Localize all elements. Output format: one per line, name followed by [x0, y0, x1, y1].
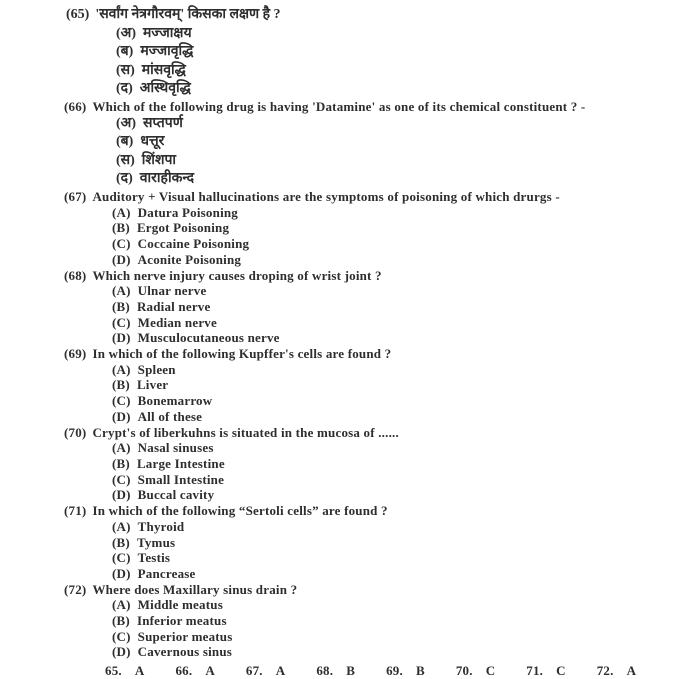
- option-text: धत्तूर: [140, 134, 165, 150]
- answer-number: 65.: [105, 663, 122, 679]
- option-label: (D): [112, 330, 131, 346]
- option-text: Ulnar nerve: [137, 283, 207, 299]
- option-line: [112, 550, 680, 566]
- question-line: [64, 425, 680, 441]
- question-block: [0, 268, 680, 347]
- option-label: (A): [112, 440, 131, 456]
- question-line: [64, 503, 680, 519]
- option-line: [112, 613, 680, 629]
- option-label: (द): [116, 81, 133, 97]
- option-line: [112, 629, 680, 645]
- option-text: वाराहीकन्द: [139, 171, 195, 187]
- option-text: Pancrease: [137, 565, 196, 581]
- option-label: (D): [112, 644, 131, 660]
- answer-letter: A: [205, 663, 215, 679]
- option-label: (A): [112, 361, 131, 377]
- option-label: (B): [112, 220, 130, 236]
- option-label: (C): [112, 628, 131, 644]
- option-text: सप्तपर्ण: [143, 115, 183, 131]
- option-line: [112, 535, 680, 551]
- option-line: [112, 377, 680, 393]
- question-block: [0, 189, 680, 268]
- question-text: Auditory + Visual hallucinations are the symptoms of poisoning of which drurgs -: [92, 189, 560, 205]
- option-text: Radial nerve: [136, 298, 211, 314]
- option-line: [112, 597, 680, 613]
- question-line: [64, 268, 680, 284]
- answer-number: 70.: [455, 663, 473, 679]
- answer-number: 66.: [175, 663, 193, 679]
- option-text: Bonemarrow: [137, 393, 213, 409]
- option-text: मांसवृद्धि: [141, 62, 186, 78]
- answer-key-row: [105, 663, 680, 679]
- option-label: (B): [112, 298, 130, 314]
- option-label: (D): [112, 408, 131, 424]
- option-text: मज्जावृद्धि: [140, 44, 194, 60]
- option-line: [112, 519, 680, 535]
- answer-letter: B: [415, 663, 425, 679]
- option-label: (स): [116, 62, 135, 78]
- option-text: Nasal sinuses: [137, 440, 214, 456]
- option-line: [116, 152, 680, 171]
- answer-letter: A: [275, 663, 286, 679]
- question-block: [0, 6, 680, 99]
- option-line: [116, 133, 680, 152]
- option-text: Tymus: [136, 534, 176, 550]
- question-line: [64, 99, 680, 115]
- option-label: (ब): [116, 134, 134, 150]
- question-block: [0, 503, 680, 582]
- option-label: (अ): [116, 115, 137, 131]
- option-line: [112, 362, 680, 378]
- question-block: [0, 425, 680, 504]
- option-label: (C): [112, 236, 131, 252]
- question-text: Which of the following drug is having 'Datamine' as one of its chemical constituent ? -: [92, 98, 586, 114]
- option-line: [116, 170, 680, 189]
- option-label: (स): [116, 152, 135, 168]
- option-line: [112, 252, 680, 268]
- question-text: Where does Maxillary sinus drain ?: [92, 581, 298, 597]
- answer-key-item: [175, 663, 214, 679]
- answer-letter: A: [626, 663, 637, 679]
- option-text: Middle meatus: [137, 597, 223, 613]
- option-line: [112, 205, 680, 221]
- question-text: 'सर्वांग नेत्रगौरवम्' किसका लक्षण है ?: [95, 7, 281, 22]
- answer-number: 71.: [526, 663, 544, 679]
- option-line: [112, 315, 680, 331]
- option-line: [116, 62, 680, 81]
- option-label: (D): [112, 565, 131, 581]
- question-text: In which of the following Kupffer's cells are found ?: [92, 346, 392, 362]
- option-text: Large Intestine: [136, 456, 225, 471]
- option-text: Musculocutaneous nerve: [137, 330, 280, 346]
- option-text: Median nerve: [137, 314, 217, 330]
- option-label: (B): [112, 456, 130, 471]
- answer-number: 72.: [596, 663, 614, 679]
- answer-key-item: [386, 663, 425, 679]
- question-line: [64, 346, 680, 362]
- option-line: [112, 283, 680, 299]
- option-line: [112, 236, 680, 252]
- question-block: [0, 99, 680, 189]
- option-text: Inferior meatus: [136, 613, 227, 629]
- option-label: (A): [112, 518, 131, 534]
- option-line: [116, 115, 680, 134]
- option-text: Small Intestine: [137, 471, 225, 487]
- option-text: Thyroid: [137, 518, 185, 534]
- answer-key-item: [456, 663, 495, 679]
- question-number: (65): [66, 7, 90, 22]
- option-text: मज्जाक्षय: [143, 25, 192, 41]
- option-label: (B): [112, 377, 130, 393]
- option-line: [112, 487, 680, 503]
- option-label: (अ): [116, 25, 137, 41]
- option-text: Coccaine Poisoning: [137, 236, 250, 252]
- option-line: [112, 393, 680, 409]
- option-line: [112, 220, 680, 236]
- option-label: (A): [112, 597, 131, 613]
- option-line: [112, 566, 680, 582]
- answer-number: 67.: [245, 663, 263, 679]
- question-text: Crypt's of liberkuhns is situated in the mucosa of ......: [92, 424, 399, 440]
- option-label: (B): [112, 534, 130, 550]
- option-text: Datura Poisoning: [137, 204, 239, 220]
- option-text: Superior meatus: [137, 628, 233, 644]
- option-label: (द): [116, 171, 133, 187]
- option-line: [116, 43, 680, 62]
- answer-number: 69.: [386, 663, 403, 679]
- question-number: (66): [64, 98, 87, 114]
- option-text: Aconite Poisoning: [137, 251, 242, 267]
- option-line: [112, 299, 680, 315]
- option-label: (D): [112, 251, 131, 267]
- option-text: शिंशपा: [141, 152, 177, 168]
- option-line: [116, 25, 680, 44]
- option-text: Buccal cavity: [137, 487, 215, 503]
- option-text: Spleen: [137, 361, 176, 377]
- option-line: [112, 644, 680, 660]
- answer-letter: C: [485, 663, 496, 679]
- option-label: (ब): [116, 44, 134, 60]
- answer-letter: B: [346, 663, 356, 679]
- question-number: (68): [64, 267, 87, 283]
- question-number: (72): [64, 581, 87, 597]
- option-line: [112, 472, 680, 488]
- option-text: Testis: [137, 550, 171, 566]
- question-number: (67): [64, 189, 87, 205]
- question-line: [64, 582, 680, 598]
- question-block: [0, 346, 680, 425]
- question-number: (69): [64, 346, 87, 362]
- option-text: अस्थिवृद्धि: [139, 81, 191, 97]
- question-number: (70): [64, 424, 87, 440]
- question-number: (71): [64, 503, 87, 519]
- question-text: In which of the following “Sertoli cells” are found ?: [92, 503, 388, 519]
- question-line: [64, 189, 680, 205]
- option-line: [112, 440, 680, 456]
- option-label: (C): [112, 314, 131, 330]
- option-line: [112, 456, 680, 472]
- option-label: (C): [112, 471, 131, 487]
- option-label: (D): [112, 487, 131, 503]
- option-label: (A): [112, 204, 131, 220]
- answer-letter: A: [134, 663, 145, 679]
- option-label: (A): [112, 283, 131, 299]
- question-text: Which nerve injury causes droping of wrist joint ?: [92, 267, 382, 283]
- option-line: [112, 330, 680, 346]
- question-block: [0, 582, 680, 661]
- answer-key-item: [105, 663, 144, 679]
- option-line: [116, 80, 680, 99]
- answer-number: 68.: [316, 663, 334, 679]
- answer-key-item: [597, 663, 636, 679]
- option-text: Cavernous sinus: [137, 644, 233, 660]
- option-text: Liver: [136, 377, 169, 393]
- option-label: (C): [112, 550, 131, 566]
- option-label: (C): [112, 393, 131, 409]
- answer-letter: C: [556, 663, 566, 679]
- option-text: All of these: [137, 408, 203, 424]
- answer-key-item: [246, 663, 285, 679]
- option-label: (B): [112, 613, 130, 629]
- question-line: [66, 6, 680, 25]
- answer-key-item: [316, 663, 355, 679]
- answer-key-item: [526, 663, 565, 679]
- option-line: [112, 409, 680, 425]
- option-text: Ergot Poisoning: [136, 220, 230, 236]
